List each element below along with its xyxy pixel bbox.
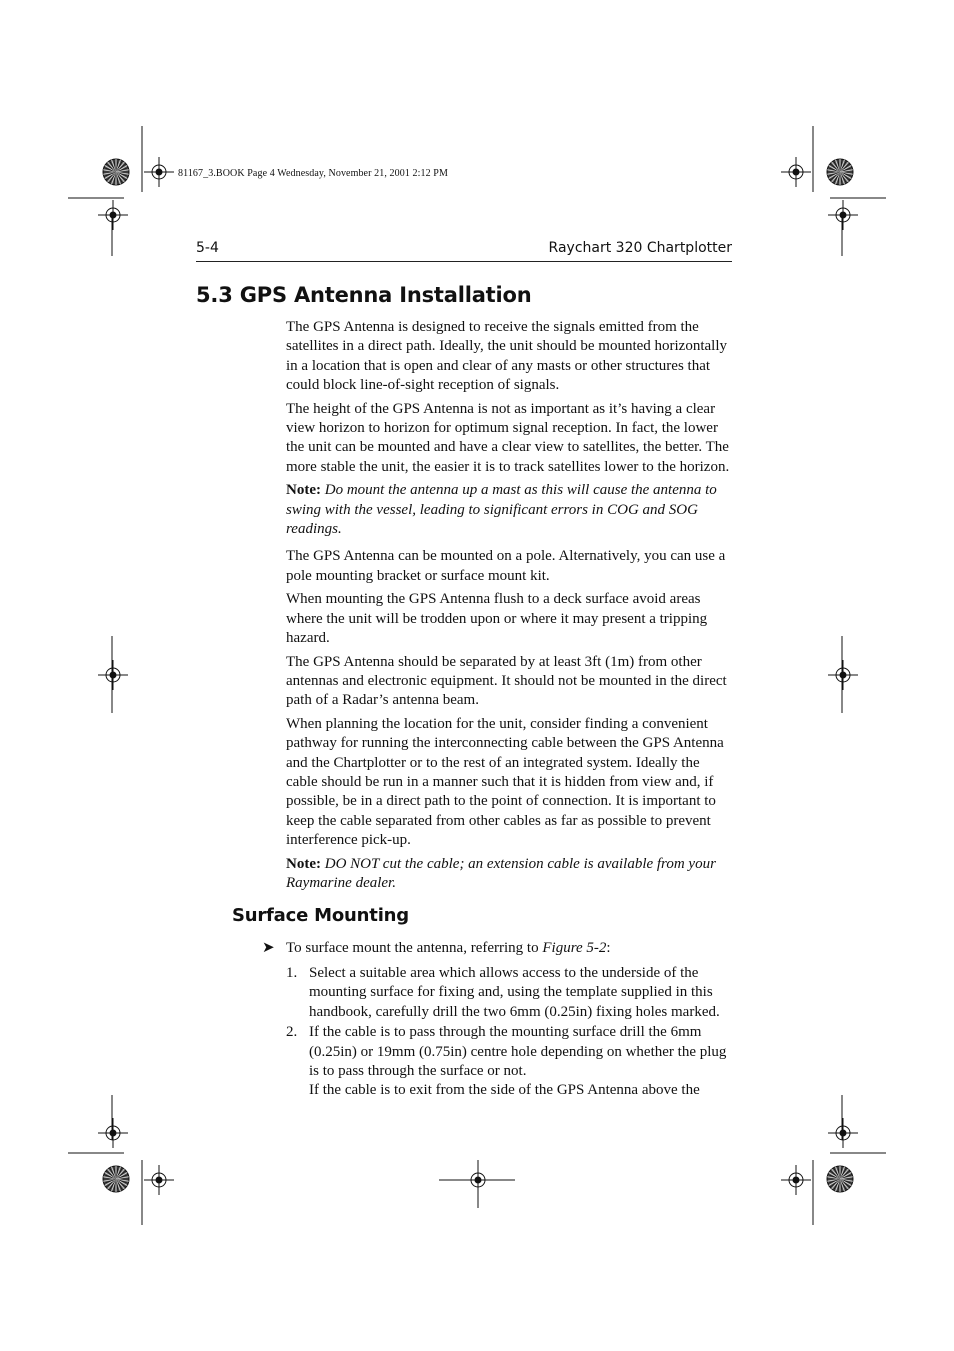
arrow-bullet-icon: ➤: [262, 940, 275, 956]
steps-list: [286, 964, 734, 1101]
paragraph: The GPS Antenna can be mounted on a pole. Alternatively, you can use a pole mounting bracket or surface mount kit.: [286, 548, 726, 584]
list-item: [286, 964, 734, 1022]
step-text: If the cable is to pass through the mounting surface drill the 6mm (0.25in) or 19mm (0.75in) centre hole depending on whether the plug is to pass through the surface or not.: [309, 1024, 727, 1080]
section-title: 5.3 GPS Antenna Installation: [196, 283, 532, 307]
star-target-icon: [826, 1165, 854, 1193]
paragraph: The GPS Antenna is designed to receive the signals emitted from the satellites in a direct path. Ideally, the unit should be mounted horizontally in a location that is open and clear of any masts or other structures that could block line-of-sight reception of signals.: [286, 319, 727, 394]
step-number: 2.: [286, 1024, 298, 1041]
print-slug: 81167_3.BOOK Page 4 Wednesday, November 21, 2001 2:12 PM: [178, 168, 448, 179]
figure-reference: Figure 5-2: [542, 940, 607, 956]
star-target-icon: [826, 158, 854, 186]
list-item: [286, 1023, 734, 1101]
paragraph: The GPS Antenna should be separated by at least 3ft (1m) from other antennas and electronic equipment. It should not be mounted in the direct path of a Radar’s antenna beam.: [286, 653, 727, 709]
step-text: Select a suitable area which allows access to the underside of the mounting surface for fixing and, using the template supplied in this handbook, carefully drill the two 6mm (0.25in) fixing holes marked.: [309, 965, 720, 1020]
step-continuation: If the cable is to exit from the side of the GPS Antenna above the: [309, 1082, 700, 1099]
star-target-icon: [102, 158, 130, 186]
paragraph: When mounting the GPS Antenna flush to a deck surface avoid areas where the unit will be trodden upon or where it may present a tripping hazard.: [286, 591, 708, 647]
note: [286, 481, 734, 539]
paragraph: When planning the location for the unit, consider finding a convenient pathway for running the interconnecting cable between the GPS Antenna and the Chartplotter or to the rest of an integrated system. Ideally the cable should be run in a manner such that it is hidden from view and, if possible, be in a direct path to the point of connection. It is important to keep the cable separated from other cables as far as possible to prevent interference pick-up.: [286, 715, 724, 849]
header-rule: [196, 261, 732, 262]
page-number: 5-4: [196, 240, 219, 256]
note-label: Note:: [286, 482, 321, 499]
running-head-title: Raychart 320 Chartplotter: [548, 240, 732, 256]
note-text: Do mount the antenna up a mast as this will cause the antenna to swing with the vessel, leading to significant errors in COG and SOG readings.: [286, 482, 717, 538]
step-number: 1.: [286, 965, 298, 981]
intro-punctuation: :: [606, 940, 611, 956]
note: [286, 855, 734, 894]
intro-text: To surface mount the antenna, referring to: [286, 940, 543, 956]
note-text: DO NOT cut the cable; an extension cable is available from your Raymarine dealer.: [286, 855, 716, 891]
body-column: [286, 318, 734, 893]
procedure-intro: [262, 939, 732, 958]
paragraph: The height of the GPS Antenna is not as important as it’s having a clear view horizon to horizon for optimum signal reception. In fact, the lower the unit can be mounted and have a clear view to satellites, the better. The more stable the unit, the easier it is to track satellites lower to the horizon.: [286, 400, 730, 475]
note-label: Note:: [286, 855, 321, 872]
star-target-icon: [102, 1165, 130, 1193]
subsection-title: Surface Mounting: [232, 905, 409, 926]
